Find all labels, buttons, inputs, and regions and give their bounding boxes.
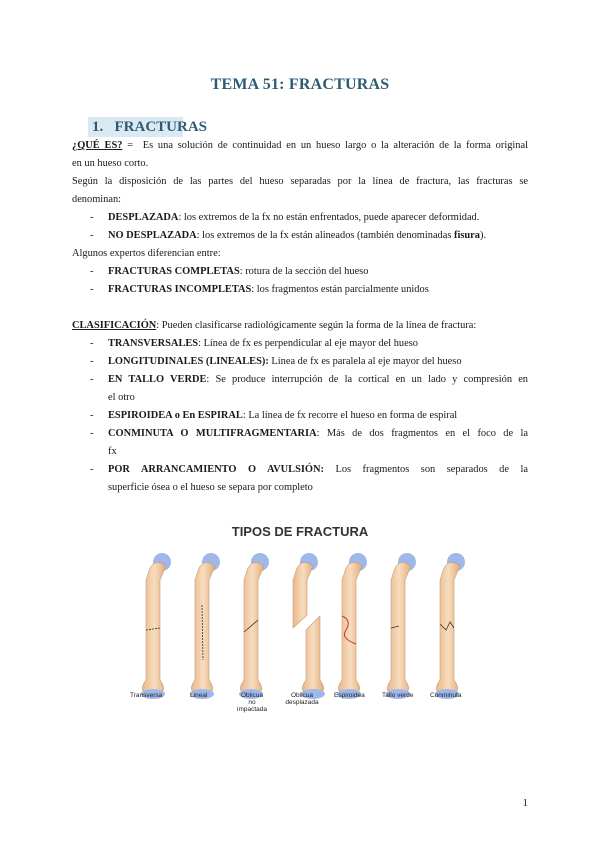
list-item-transversales [108,335,528,353]
clasificacion-text: : Pueden clasificarse radiológicamente según la forma de la línea de fractura: [156,320,477,331]
que-es-text-1: Es una solución de continuidad en un hueso largo o la alteración de la forma original [142,140,528,151]
desc: : los extremos de la fx están alineados (también denominadas [196,230,455,241]
list-item-completas [108,263,528,281]
list-item-conminuta [108,425,528,443]
term: FRACTURAS INCOMPLETAS [108,284,252,295]
list-item-desplazada [108,209,528,227]
desc: : Línea de fx es perpendicular al eje mayor del hueso [198,338,418,349]
term: EN TALLO VERDE [108,374,207,385]
label-conminuta: Conminuta [430,692,462,699]
list-item-espiroidea [108,407,528,425]
bone-transversa [141,553,171,699]
section-label: FRACTURAS [114,119,208,135]
page-title: TEMA 51: FRACTURAS [210,76,390,93]
list-item-longitudinales [108,353,528,371]
term: ESPIROIDEA o En ESPIRAL [108,410,243,421]
list-item-incompletas [108,281,528,299]
list-item-avulsion [108,461,528,479]
list-item-avulsion-cont: superficie ósea o el hueso se separa por completo [108,482,313,493]
desc: Los fragmentos son separados de la [323,464,528,475]
bold-tail: fisura [454,230,480,241]
bullet-dash: - [90,428,94,439]
term: TRANSVERSALES [108,338,199,349]
term: CONMINUTA O MULTIFRAGMENTARIA [108,428,317,439]
bullet-dash: - [90,284,94,295]
label-tallo-verde: Tallo verde [382,692,414,699]
desc: Línea de fx es paralela al eje mayor del hueso [268,356,462,367]
bullet-dash: - [90,374,94,385]
fracture-types-figure [120,520,480,713]
bone-oblicua-desplazada [293,553,325,699]
label-transversa: Transversa [130,692,163,699]
list-item-tallo-verde [108,371,528,389]
bullet-dash: - [90,266,94,277]
label-lineal: Lineal [190,692,208,699]
desc: : La línea de fx recorre el hueso en forma de espiral [242,410,458,421]
algunos-line: Algunos expertos diferencian entre: [72,248,221,259]
bullet-dash: - [90,464,94,475]
list-item-no-desplazada [108,227,528,245]
bone-conminuta [435,553,465,699]
label-oblicua-no-impactada: Oblicua no impactada [237,692,267,713]
segun-line-2: denominan: [72,194,122,205]
bullet-dash: - [90,356,94,367]
list-item-tallo-verde-cont: el otro [108,392,135,403]
label-oblicua-desplazada: Oblicua desplazada [285,692,319,706]
que-es-sep: = [122,140,134,151]
desc: : Más de dos fragmentos en el foco de la [316,428,529,439]
segun-line-1: Según la disposición de las partes del hueso separadas por la línea de fractura, las fracturas se [72,176,528,187]
que-es-text-2: en un hueso corto. [72,158,149,169]
section-heading [88,117,208,137]
que-es-label: ¿QUÉ ES? [72,140,123,151]
bullet-dash: - [90,338,94,349]
clasificacion-line [72,317,528,335]
bullet-dash: - [90,230,94,241]
page-number: 1 [522,797,528,809]
term: DESPLAZADA [108,212,179,223]
term: LONGITUDINALES (LINEALES): [108,356,269,367]
list-item-conminuta-cont: fx [108,446,117,457]
desc: : los fragmentos están parcialmente unidos [251,284,429,295]
figure-title: TIPOS DE FRACTURA [231,524,369,539]
que-es-line-1 [72,137,528,155]
bone-oblicua-no-impactada [239,553,269,699]
bone-tallo-verde [386,553,416,699]
term: NO DESPLAZADA [108,230,197,241]
term: POR ARRANCAMIENTO O AVULSIÓN: [108,464,324,475]
desc: : Se produce interrupción de la cortical en un lado y compresión en [206,374,528,385]
bones-illustration [120,520,480,710]
bone-lineal [190,553,220,699]
term: FRACTURAS COMPLETAS [108,266,240,277]
desc: : rotura de la sección del hueso [239,266,369,277]
desc: : los extremos de la fx no están enfrentados, puede aparecer deformidad. [178,212,480,223]
bullet-dash: - [90,212,94,223]
tail-end: ). [480,230,487,241]
label-espiroidea: Espiroidea [334,692,365,699]
section-number: 1. [92,119,104,135]
clasificacion-label: CLASIFICACIÓN [72,320,157,331]
bullet-dash: - [90,410,94,421]
bone-espiroidea [337,553,367,699]
